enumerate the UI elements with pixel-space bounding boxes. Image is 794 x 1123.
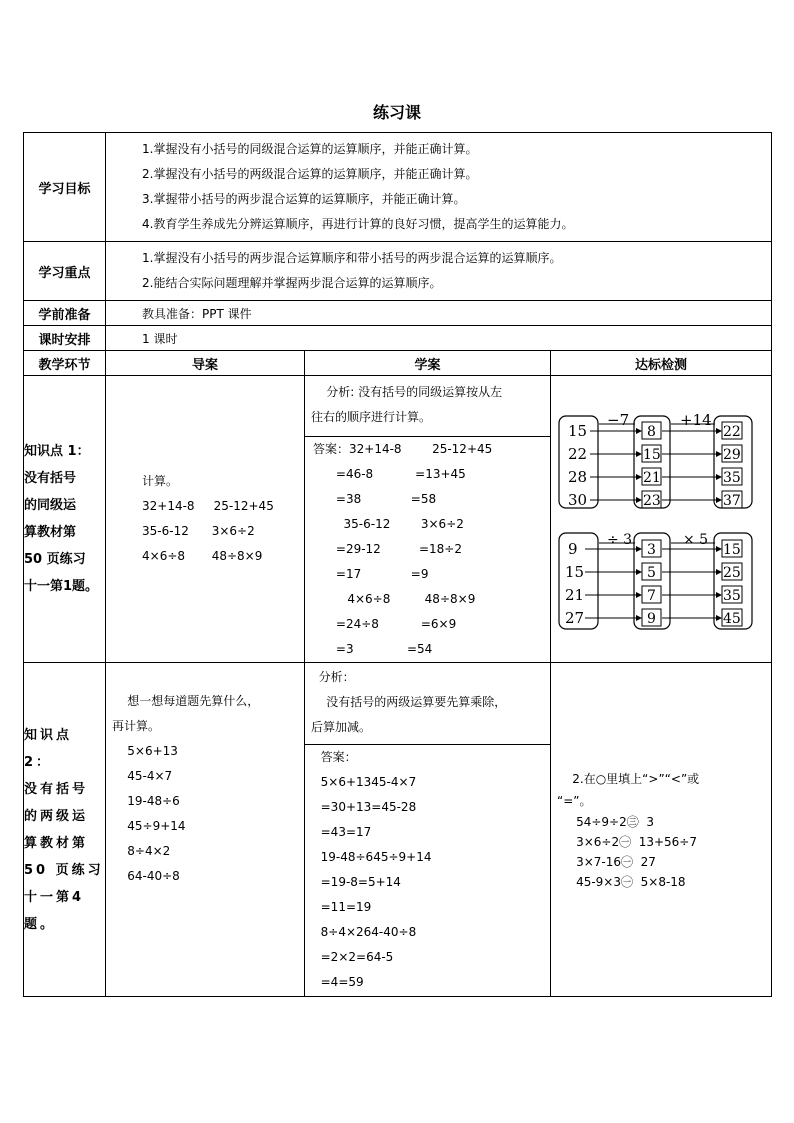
mid-answer: 8 bbox=[647, 424, 656, 440]
kp2-label-line: 十一第4题。 bbox=[24, 889, 85, 932]
out-answer: 15 bbox=[723, 542, 741, 558]
focus-item: 1.掌握没有小括号的两步混合运算顺序和带小括号的两步混合运算的运算顺序。 bbox=[142, 251, 562, 265]
kp2-guide-line: 19-48÷6 bbox=[112, 794, 180, 808]
kp2-analysis-line: 没有括号的两级运算要先算乘除， bbox=[311, 695, 507, 709]
kp1-label-line: 知识点 1： bbox=[24, 444, 90, 459]
kp1-check-diagrams bbox=[551, 376, 772, 638]
mid-answer: 7 bbox=[647, 588, 656, 604]
goal-item: 4.教育学生养成先分辨运算顺序，再进行计算的良好习惯，提高学生的运算能力。 bbox=[142, 217, 574, 231]
kp2-guide-line: 5×6+13 bbox=[112, 744, 178, 758]
kp2-study bbox=[305, 663, 551, 997]
kp2-guide-line: 再计算。 bbox=[112, 719, 161, 733]
kp1-answer-line: =29-12 =18÷2 bbox=[313, 542, 462, 556]
kp1-label bbox=[24, 376, 106, 663]
focus-item: 2.能结合实际问题理解并掌握两步混合运算的运算顺序。 bbox=[142, 276, 442, 290]
kp2-check-line: 2.在○里填上“>”“<”或 bbox=[557, 771, 700, 786]
kp2-answer-line: =4=59 bbox=[313, 975, 364, 989]
kp2-label-line: 没有括号 bbox=[24, 781, 89, 797]
number-machine-diagram-2 bbox=[559, 532, 752, 629]
kp2-answer-line: 8÷4×264-40÷8 bbox=[313, 925, 417, 939]
input-number: 9 bbox=[568, 540, 578, 558]
kp2-check-line: 3×7-16㊀ 27 bbox=[557, 854, 656, 869]
out-answer: 25 bbox=[723, 565, 741, 581]
page-title: 练习课 bbox=[372, 103, 421, 122]
kp1-label-line: 没有括号 bbox=[24, 471, 77, 486]
kp2-label-line: 算教材第 bbox=[24, 835, 89, 851]
prep-label: 学前准备 bbox=[24, 301, 106, 326]
lesson-plan-table bbox=[23, 132, 772, 997]
kp2-guide-line: 45-4×7 bbox=[112, 769, 173, 783]
out-answer: 22 bbox=[723, 424, 741, 440]
kp1-row bbox=[24, 376, 772, 663]
kp2-guide-line: 64-40÷8 bbox=[112, 869, 180, 883]
kp1-check bbox=[551, 376, 772, 663]
goals-row bbox=[24, 133, 772, 242]
input-number: 22 bbox=[568, 445, 588, 463]
kp1-guide-line: 35-6-12 3×6÷2 bbox=[142, 524, 255, 538]
input-number: 21 bbox=[565, 586, 585, 604]
kp1-guide-line: 4×6÷8 48÷8×9 bbox=[142, 549, 263, 563]
kp2-guide-line: 想一想每道题先算什么， bbox=[112, 694, 260, 708]
mid-answer: 23 bbox=[643, 493, 661, 509]
kp2-check-line: 54÷9÷2㊂ 3 bbox=[557, 814, 654, 829]
kp2-check-line: 3×6÷2㊀ 13+56÷7 bbox=[557, 834, 697, 849]
kp2-guide bbox=[106, 663, 305, 997]
prep-value: 教具准备：PPT 课件 bbox=[106, 301, 772, 326]
kp1-study bbox=[305, 376, 551, 663]
header-guide: 导案 bbox=[106, 351, 305, 376]
out-answer: 29 bbox=[723, 447, 741, 463]
operator-label: −7 bbox=[607, 411, 630, 429]
focus-content bbox=[106, 242, 772, 301]
kp1-label-line: 十一第1题。 bbox=[24, 579, 99, 594]
kp2-check-line: 45-9×3㊀ 5×8-18 bbox=[557, 874, 686, 889]
schedule-label: 课时安排 bbox=[24, 326, 106, 351]
kp1-label-line: 50 页练习 bbox=[24, 552, 86, 567]
mid-answer: 5 bbox=[647, 565, 656, 581]
header-teaching-step: 教学环节 bbox=[24, 351, 106, 376]
kp1-guide-line: 32+14-8 25-12+45 bbox=[142, 499, 274, 513]
kp2-answer-line: 19-48÷645÷9+14 bbox=[313, 850, 432, 864]
kp1-guide bbox=[106, 376, 305, 663]
kp1-answer-line: =17 =9 bbox=[313, 567, 429, 581]
kp2-check-line: “=”。 bbox=[557, 793, 592, 808]
kp1-analysis-line: 分析: 没有括号的同级运算按从左 bbox=[311, 385, 503, 399]
mid-answer: 9 bbox=[647, 611, 656, 627]
goal-item: 3.掌握带小括号的两步混合运算的运算顺序，并能正确计算。 bbox=[142, 192, 466, 206]
goal-item: 2.掌握没有小括号的两级混合运算的运算顺序，并能正确计算。 bbox=[142, 167, 478, 181]
kp2-label-line: 50 页练习 bbox=[24, 862, 104, 878]
operator-label: × 5 bbox=[683, 532, 709, 548]
mid-answer: 15 bbox=[643, 447, 661, 463]
input-number: 15 bbox=[565, 563, 585, 581]
kp1-answer-line: =46-8 =13+45 bbox=[313, 467, 466, 481]
schedule-row bbox=[24, 326, 772, 351]
kp2-answer-line: =11=19 bbox=[313, 900, 372, 914]
kp1-guide-line: 计算。 bbox=[142, 474, 179, 488]
kp2-guide-line: 45÷9+14 bbox=[112, 819, 186, 833]
out-answer: 35 bbox=[723, 470, 741, 486]
kp1-answer-line: 答案：32+14-8 25-12+45 bbox=[313, 442, 493, 456]
out-answer: 45 bbox=[723, 611, 741, 627]
prep-row bbox=[24, 301, 772, 326]
operator-label: +14 bbox=[680, 411, 712, 429]
header-study: 学案 bbox=[305, 351, 551, 376]
kp2-guide-line: 8÷4×2 bbox=[112, 844, 171, 858]
kp1-label-line: 的同级运 bbox=[24, 498, 77, 513]
kp2-label-line: 的两级运 bbox=[24, 808, 89, 824]
kp1-answer-line: 35-6-12 3×6÷2 bbox=[313, 517, 464, 531]
input-number: 15 bbox=[568, 422, 588, 440]
kp1-answer-line: =24÷8 =6×9 bbox=[313, 617, 457, 631]
kp2-label-line: 知识点 2： bbox=[24, 727, 73, 770]
out-answer: 35 bbox=[723, 588, 741, 604]
kp2-check bbox=[551, 663, 772, 997]
kp2-answer-line: =43=17 bbox=[313, 825, 372, 839]
input-number: 27 bbox=[565, 609, 585, 627]
focus-label: 学习重点 bbox=[24, 242, 106, 301]
input-number: 30 bbox=[568, 491, 588, 509]
goals-label: 学习目标 bbox=[24, 133, 106, 242]
column-header-row bbox=[24, 351, 772, 376]
kp2-answer-line: 5×6+1345-4×7 bbox=[313, 775, 417, 789]
kp2-row bbox=[24, 663, 772, 997]
kp2-analysis-line: 分析： bbox=[311, 670, 355, 684]
kp2-answer-line: =2×2=64-5 bbox=[313, 950, 394, 964]
kp1-answer-line: 4×6÷8 48÷8×9 bbox=[313, 592, 476, 606]
goal-item: 1.掌握没有小括号的同级混合运算的运算顺序，并能正确计算。 bbox=[142, 142, 478, 156]
kp1-label-line: 算教材第 bbox=[24, 525, 77, 540]
out-answer: 37 bbox=[723, 493, 741, 509]
kp2-answer-line: =19-8=5+14 bbox=[313, 875, 401, 889]
kp1-answer-line: =38 =58 bbox=[313, 492, 437, 506]
kp1-analysis-line: 往右的顺序进行计算。 bbox=[311, 410, 432, 424]
schedule-value: 1 课时 bbox=[106, 326, 772, 351]
kp2-analysis-line: 后算加减。 bbox=[311, 720, 372, 734]
focus-row bbox=[24, 242, 772, 301]
goals-content bbox=[106, 133, 772, 242]
operator-label: ÷ 3 bbox=[607, 532, 633, 548]
kp1-answer-line: =3 =54 bbox=[313, 642, 433, 656]
input-number: 28 bbox=[568, 468, 588, 486]
kp2-answer-line: =30+13=45-28 bbox=[313, 800, 417, 814]
number-machine-diagram-1 bbox=[559, 411, 752, 509]
mid-answer: 21 bbox=[643, 470, 661, 486]
mid-answer: 3 bbox=[647, 542, 656, 558]
header-check: 达标检测 bbox=[551, 351, 772, 376]
kp2-label bbox=[24, 663, 106, 997]
kp2-answer-line: 答案： bbox=[313, 750, 357, 764]
